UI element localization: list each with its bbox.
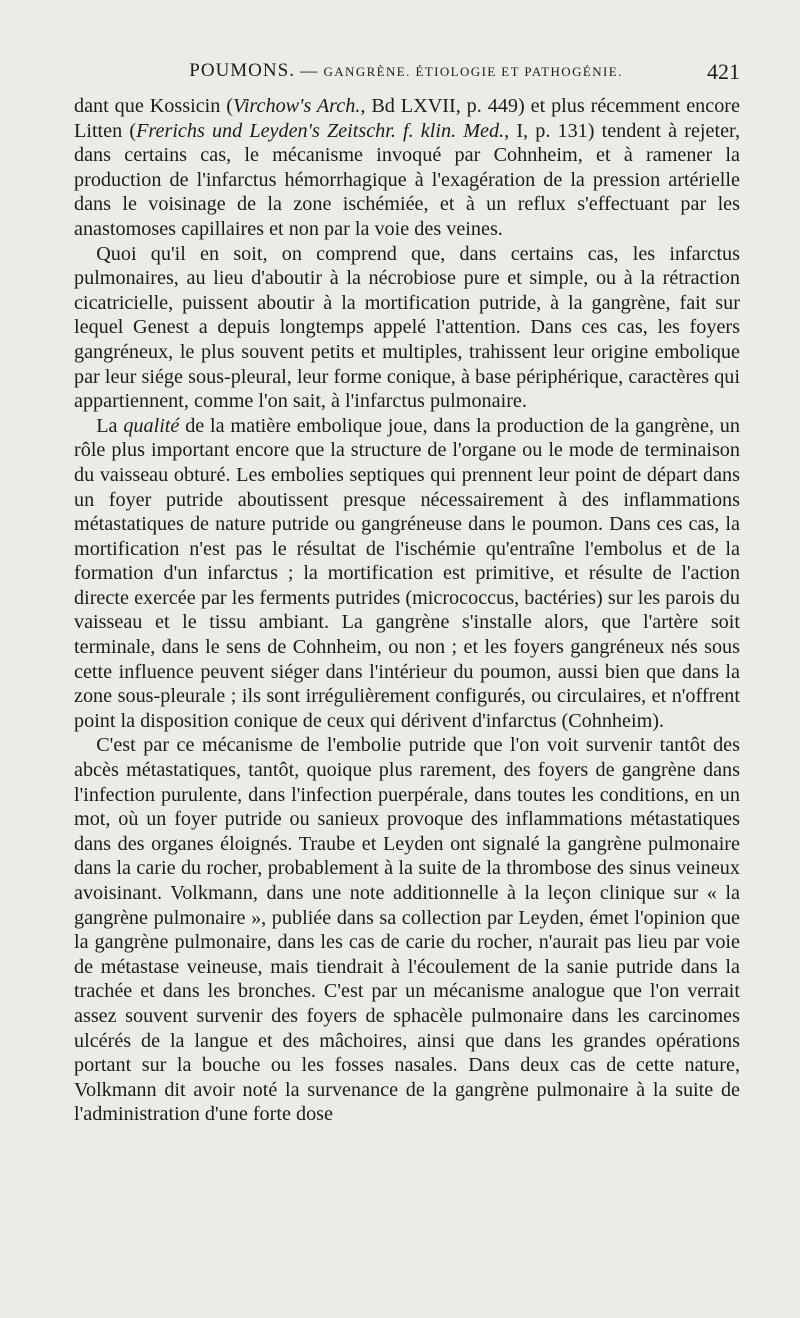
citation-title: Virchow's Arch. <box>232 95 361 117</box>
header-section: POUMONS. <box>189 60 295 81</box>
paragraph-text: de la matière embolique joue, dans la production de la gangrène, un rôle plus important encore que la structure de l'organe ou le mode de terminaison du vaisseau obturé. Les embolies septiques qui prennent leur point de départ dans un foyer putride aboutissent presque nécessairement à des inflammations métastatiques de nature putride ou gangréneuse dans le poumon. Dans ces cas, la mortification n'est pas le résultat de l'ischémie qu'entraîne l'embolus et de la formation d'un infarctus ; la mortification est primitive, et résulte de l'action directe exercée par les ferments putrides (micrococcus, bactéries) sur les parois du vaisseau et le tissu ambiant. La gangrène s'installe alors, que l'artère soit terminale, dans le sens de Cohnheim, ou non ; et les foyers gangréneux nés sous cette influence peuvent siéger dans l'intérieur du poumon, aussi bien que dans la zone sous-pleurale ; ils sont irrégulièrement configurés, ou circulaires, et n'offrent point la disposition conique de ceux qui dérivent d'infarctus (Cohnheim). <box>74 414 740 732</box>
paragraph-text: , Bd LXVII, p. 449) et plus récemment encore Litten ( <box>74 95 740 142</box>
paragraph-4: C'est par ce mécanisme de l'embolie putride que l'on voit survenir tantôt des abcès métastatiques, tantôt, quoique plus rarement, des foyers de gangrène dans l'infection purulente, dans l'infection puerpérale, dans toutes les conditions, en un mot, où un foyer putride ou sanieux provoque des inflammations métastatiques dans des organes éloignés. Traube et Leyden ont signalé la gangrène pulmonaire dans la carie du rocher, probablement à la suite de la thrombose des sinus veineux avoisinant. Volkmann, dans une note additionnelle à la leçon clinique sur « la gangrène pulmonaire », publiée dans sa collection par Leyden, émet l'opinion que la gangrène pulmonaire, dans les cas de carie du rocher, n'aurait pas lieu par voie de métastase veineuse, mais tiendrait à l'écoulement de la sanie putride dans la trachée et dans les bronches. C'est par un mécanisme analogue que l'on verrait assez souvent survenir des foyers de sphacèle pulmonaire dans les carcinomes ulcérés de la langue et des mâchoires, ainsi que dans les grandes opérations portant sur la bouche ou les fosses nasales. Dans deux cas de cette nature, Volkmann dit avoir noté la survenance de la gangrène pulmonaire à la suite de l'administration d'une forte dose <box>74 734 740 1126</box>
running-header <box>72 60 740 94</box>
header-separator: — <box>300 61 319 80</box>
paragraph-1 <box>74 94 740 242</box>
running-title <box>72 60 740 82</box>
paragraph-text: La <box>96 414 124 437</box>
header-subject: GANGRÈNE. ÉTIOLOGIE ET PATHOGÉNIE. <box>323 64 623 79</box>
citation-title: Frerichs und Leyden's Zeitschr. f. klin. Med. <box>136 119 505 142</box>
paragraph-text: dant que Kossicin ( <box>74 95 233 117</box>
paragraph-2: Quoi qu'il en soit, on comprend que, dans certains cas, les infarctus pulmonaires, au lieu d'aboutir à la nécrobiose pure et simple, ou à la rétraction cicatricielle, puissent aboutir à la mortification putride, à la gangrène, fait sur lequel Genest a depuis longtemps appelé l'attention. Dans ces cas, les foyers gangréneux, le plus souvent petits et multiples, trahissent leur origine embolique par leur siége sous-pleural, leur forme conique, à base périphérique, caractères qui appartiennent, comme l'on sait, à l'infarctus pulmonaire. <box>74 242 740 413</box>
page-number: 421 <box>707 59 740 84</box>
emphasis-term: qualité <box>123 414 180 437</box>
body-text <box>74 94 740 1127</box>
paragraph-text: , I, p. 131) tendent à rejeter, dans certains cas, le mécanisme invoqué par Cohnheim, et à ramener la production de l'infarctus hémorrhagique à l'exagération de la pression artérielle dans le voisinage de la zone ischémiée, et à un reflux s'effectuant par les anastomoses capillaires et non par la voie des veines. <box>74 119 740 240</box>
paragraph-3 <box>74 414 740 734</box>
